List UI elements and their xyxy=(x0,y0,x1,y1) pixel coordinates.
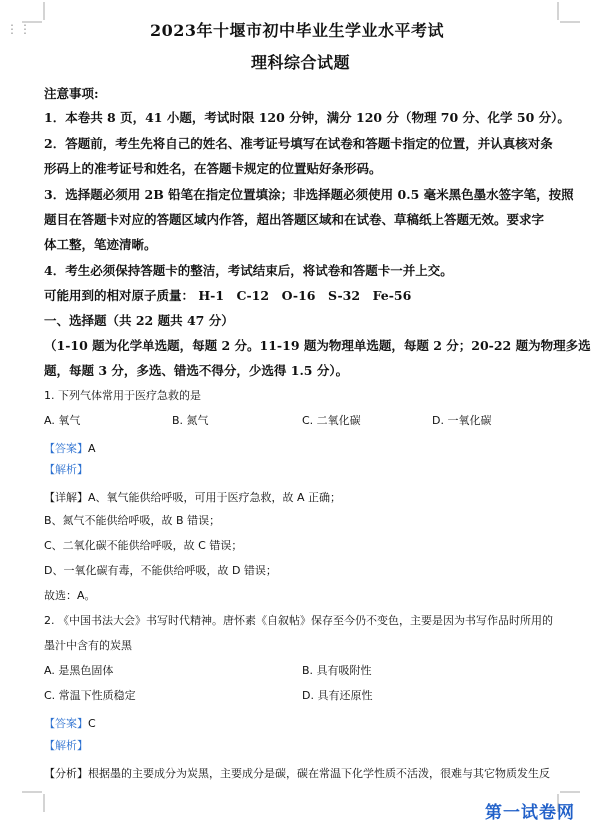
crop-mark-top-right xyxy=(556,2,580,24)
notice-p4: 4．考生必须保持答题卡的整洁，考试结束后，将试卷和答题卡一并上交。 xyxy=(44,263,453,278)
notice-p2a: 2．答题前，考生先将自己的姓名、准考证号填写在试卷和答题卡指定的位置，并认真核对条 xyxy=(44,136,553,151)
q2-option-d: D. 具有还原性 xyxy=(302,689,373,702)
title-sub: 理科综合试题 xyxy=(251,53,351,72)
q1-option-d: D. 一氧化碳 xyxy=(432,414,492,427)
drag-handle-icon[interactable]: ⋮⋮ xyxy=(6,22,32,36)
q2-answer-tag: 【答案】 xyxy=(44,717,88,730)
atomic-mass: 可能用到的相对原子质量： H-1 C-12 O-16 S-32 Fe-56 xyxy=(44,288,412,303)
q1-detail-text: A、氧气能供给呼吸，可用于医疗急救，故 A 正确； xyxy=(88,491,342,504)
notice-p2b: 形码上的准考证号和姓名，在答题卡规定的位置贴好条形码。 xyxy=(44,161,382,176)
watermark-logo: 第一试卷网 xyxy=(485,803,575,823)
q1-analysis-tag: 【解析】 xyxy=(44,463,88,476)
section-desc-1: （1-10 题为化学单选题，每题 2 分。11-19 题为物理单选题，每题 2 分；20-22 题为物理多选 xyxy=(44,338,591,353)
notice-p3a: 3．选择题必须用 2B 铅笔在指定位置填涂；非选择题必须使用 0.5 毫米黑色墨水签字笔，按照 xyxy=(44,187,574,202)
q2-stem-2: 墨汁中含有的炭黑 xyxy=(44,639,132,652)
q1-answer xyxy=(44,437,96,456)
q1-option-a: A. 氧气 xyxy=(44,414,81,427)
crop-mark-top-left xyxy=(22,2,46,24)
q1-detail-tag: 【详解】 xyxy=(44,491,88,504)
q2-fenxi-tag: 【分析】 xyxy=(44,767,88,780)
notice-p1: 1．本卷共 8 页，41 小题，考试时限 120 分钟，满分 120 分（物理 70 分、化学 50 分）。 xyxy=(44,110,570,125)
q2-fenxi xyxy=(44,762,550,781)
q1-option-c: C. 二氧化碳 xyxy=(302,414,361,427)
q2-answer xyxy=(44,712,96,731)
q2-analysis-tag: 【解析】 xyxy=(44,739,88,752)
q1-answer-value: A xyxy=(88,442,96,455)
q1-answer-tag: 【答案】 xyxy=(44,442,88,455)
q2-fenxi-text: 根据墨的主要成分为炭黑，主要成分是碳，碳在常温下化学性质不活泼，很难与其它物质发生反 xyxy=(88,767,550,780)
q2-stem-1: 2. 《中国书法大会》书写时代精神。唐怀素《自叙帖》保存至今仍不变色，主要是因为书写作品时所用的 xyxy=(44,614,553,627)
q1-option-b: B. 氮气 xyxy=(172,414,209,427)
title-main: 2023年十堰市初中毕业生学业水平考试 xyxy=(150,21,445,40)
q1-detail xyxy=(44,486,341,505)
notice-p3c: 体工整，笔迹清晰。 xyxy=(44,237,157,252)
q2-option-c: C. 常温下性质稳定 xyxy=(44,689,136,702)
q2-option-a: A. 是黑色固体 xyxy=(44,664,114,677)
notice-p3b: 题目在答题卡对应的答题区域内作答，超出答题区域和在试卷、草稿纸上答题无效。要求字 xyxy=(44,212,545,227)
section-heading: 一、选择题（共 22 题共 47 分） xyxy=(44,313,234,328)
q1-stem: 1. 下列气体常用于医疗急救的是 xyxy=(44,389,201,402)
q1-line-b: B、氮气不能供给呼吸，故 B 错误； xyxy=(44,514,221,527)
q2-option-b: B. 具有吸附性 xyxy=(302,664,372,677)
q1-conclusion: 故选：A。 xyxy=(44,589,96,602)
q1-line-d: D、一氧化碳有毒，不能供给呼吸，故 D 错误； xyxy=(44,564,277,577)
q1-line-c: C、二氧化碳不能供给呼吸，故 C 错误； xyxy=(44,539,243,552)
notice-heading: 注意事项: xyxy=(44,86,99,101)
q2-answer-value: C xyxy=(88,717,96,730)
section-desc-2: 题，每题 3 分，多选、错选不得分，少选得 1.5 分）。 xyxy=(44,363,349,378)
crop-mark-bottom-left xyxy=(22,788,46,812)
